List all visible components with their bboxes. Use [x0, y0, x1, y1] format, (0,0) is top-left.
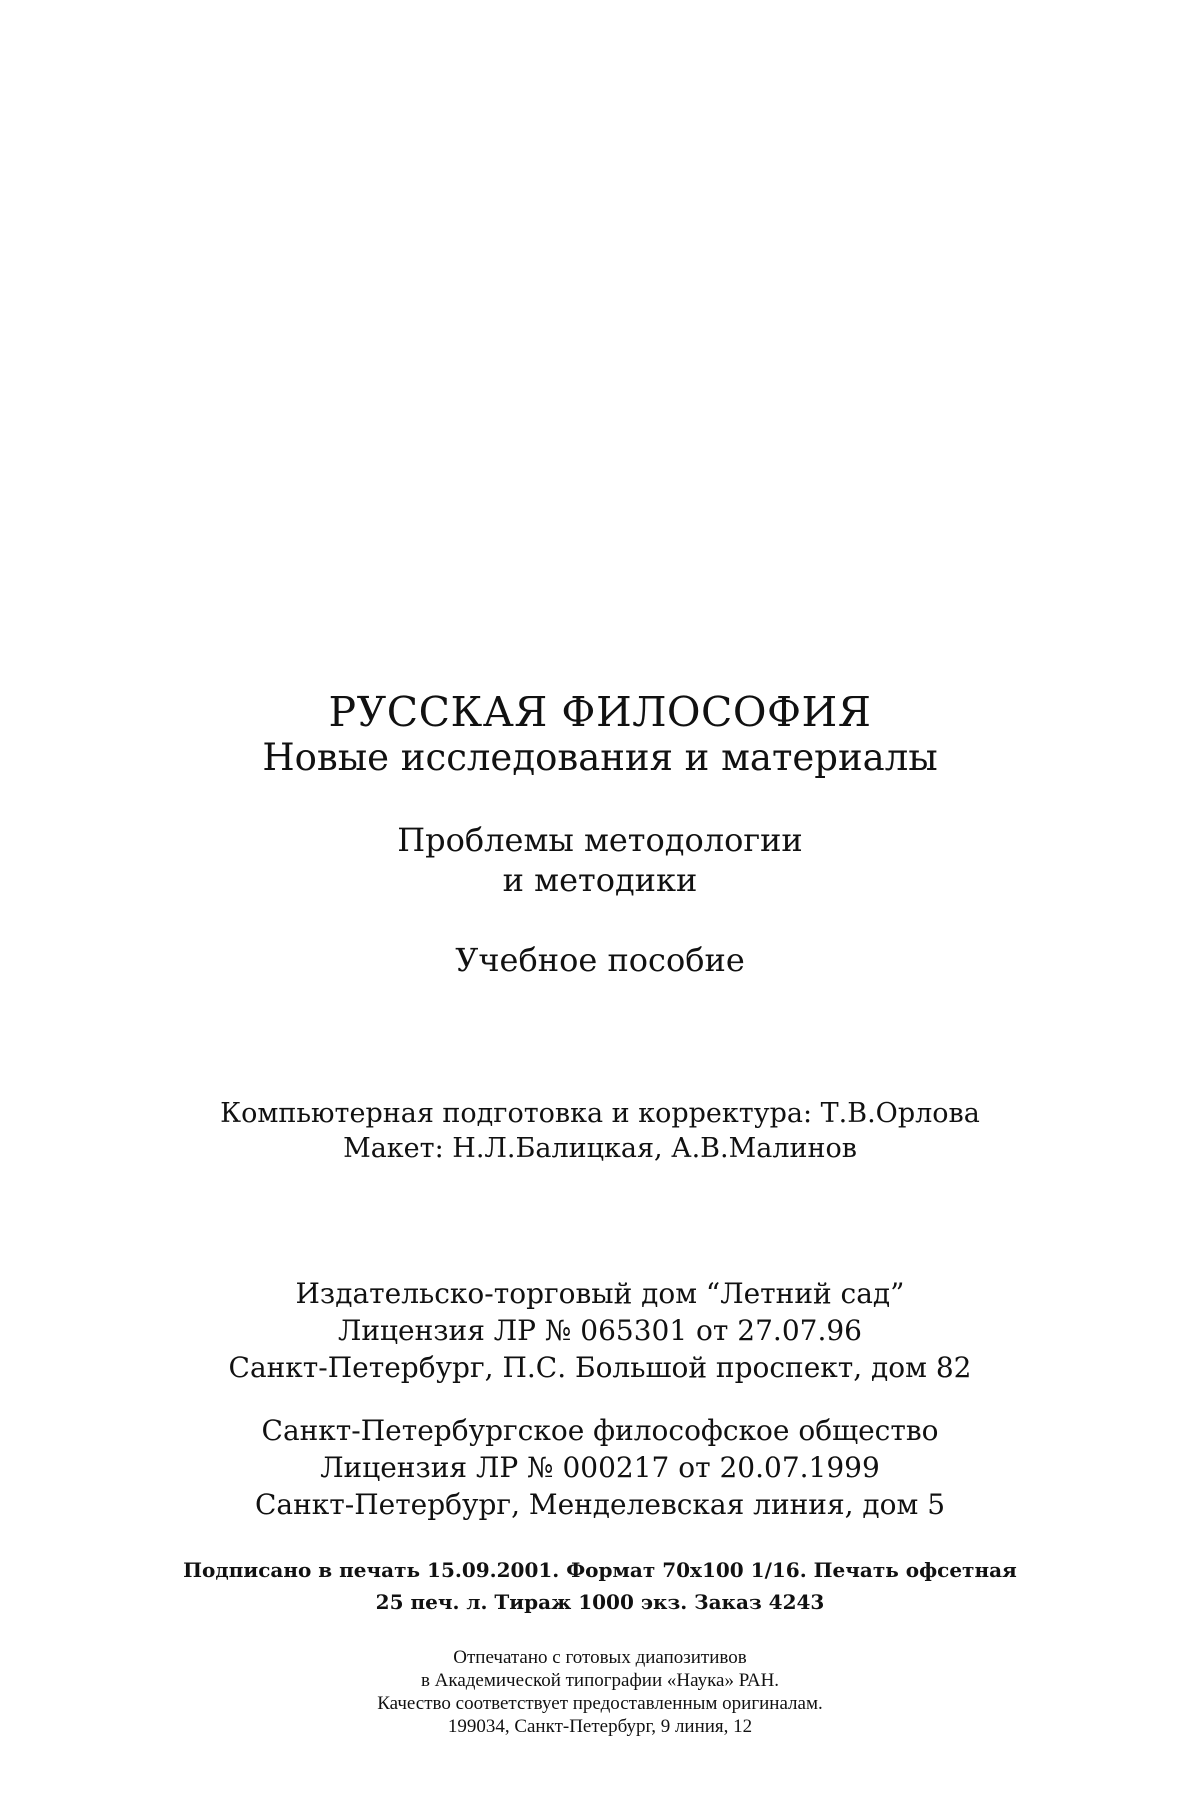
publisher-1 — [0, 1275, 1200, 1386]
printer-info-line-2: в Академической типографии «Наука» РАН. — [420, 1670, 780, 1691]
book-subtitle: Новые исследования и материалы — [262, 736, 938, 779]
book-type — [0, 940, 1200, 980]
title-block — [0, 688, 1200, 780]
volume-topic-line-2: и методики — [502, 861, 698, 899]
volume-topic-line-1: Проблемы методологии — [397, 821, 803, 859]
credits-typesetting: Компьютерная подготовка и корректура: Т.В.Орлова — [220, 1098, 980, 1129]
printer-info — [0, 1646, 1200, 1738]
publisher-1-address: Санкт-Петербург, П.С. Большой проспект, дом 82 — [228, 1351, 972, 1384]
publisher-1-license: Лицензия ЛР № 065301 от 27.07.96 — [338, 1314, 862, 1347]
credits — [0, 1096, 1200, 1166]
printer-info-line-4: 199034, Санкт-Петербург, 9 линия, 12 — [447, 1716, 753, 1737]
publisher-2 — [0, 1412, 1200, 1523]
book-type-label: Учебное пособие — [455, 941, 745, 979]
print-info-run: 25 печ. л. Тираж 1000 экз. Заказ 4243 — [375, 1590, 825, 1614]
publisher-1-name: Издательско-торговый дом “Летний сад” — [295, 1277, 905, 1310]
publisher-2-name: Санкт-Петербургское философское общество — [261, 1414, 939, 1447]
publisher-2-license: Лицензия ЛР № 000217 от 20.07.1999 — [320, 1451, 880, 1484]
credits-layout: Макет: Н.Л.Балицкая, А.В.Малинов — [343, 1133, 857, 1164]
printer-info-line-1: Отпечатано с готовых диапозитивов — [453, 1647, 747, 1668]
printer-info-line-3: Качество соответствует предоставленным оригиналам. — [377, 1693, 823, 1714]
print-info — [0, 1554, 1200, 1618]
print-info-signed: Подписано в печать 15.09.2001. Формат 70х100 1/16. Печать офсетная — [183, 1558, 1017, 1582]
publisher-2-address: Санкт-Петербург, Менделевская линия, дом 5 — [254, 1488, 946, 1521]
volume-topic — [0, 820, 1200, 900]
book-title: РУССКАЯ ФИЛОСОФИЯ — [328, 688, 872, 736]
